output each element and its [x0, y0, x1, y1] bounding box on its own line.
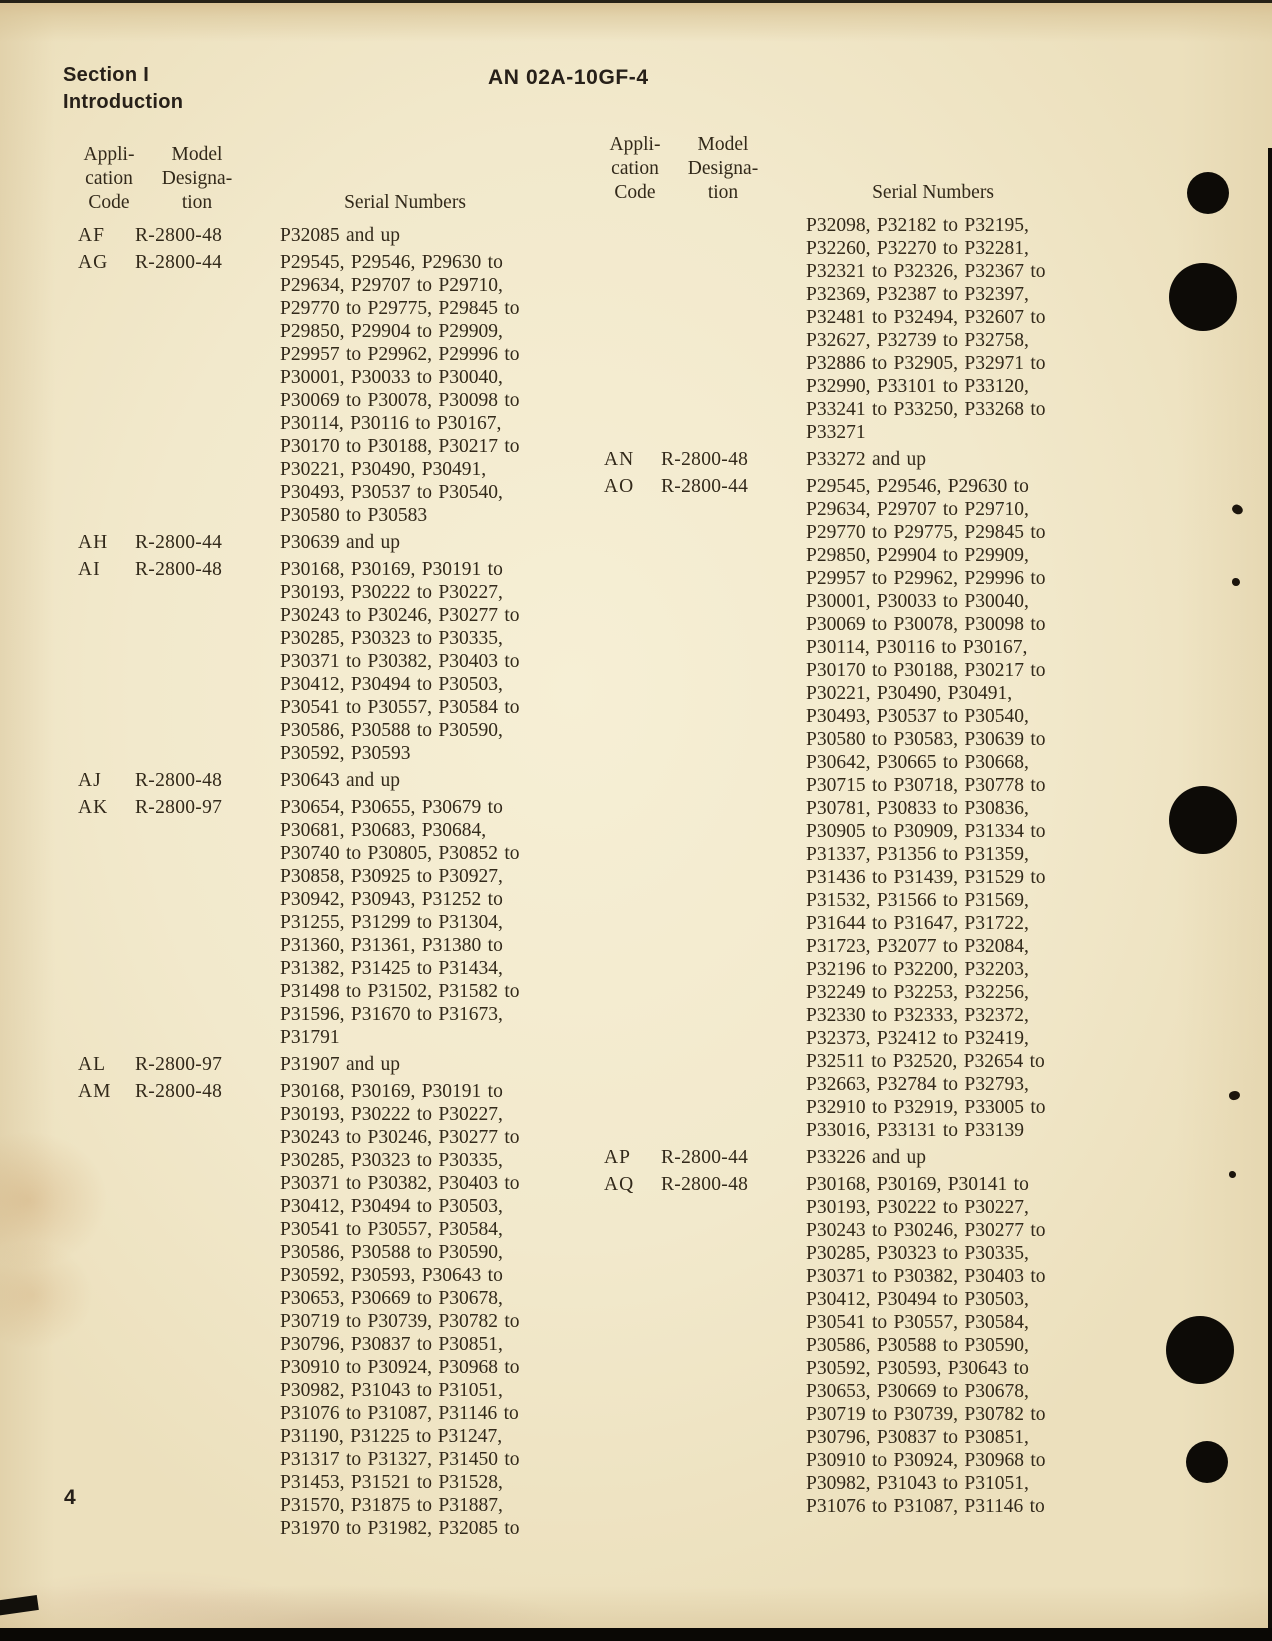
- hole-punch-dot: [1186, 1441, 1228, 1483]
- application-code: AO: [604, 476, 635, 497]
- serial-numbers: [280, 531, 560, 554]
- serial-numbers-line: P32196 to P32200, P32203,: [806, 959, 1029, 980]
- serial-numbers-line: P31791: [280, 1027, 340, 1048]
- serial-numbers-line: P30586, P30588 to P30590,: [806, 1335, 1029, 1356]
- model-designation: R-2800-44: [661, 476, 749, 497]
- serial-numbers-line: P29545, P29546, P29630 to: [280, 252, 503, 273]
- serial-numbers-line: P30858, P30925 to P30927,: [280, 866, 503, 887]
- model-designation: R-2800-48: [135, 770, 223, 791]
- ink-speck: [1228, 1090, 1241, 1102]
- serial-numbers-line: P29850, P29904 to P29909,: [280, 321, 503, 342]
- serial-numbers-line: P30586, P30588 to P30590,: [280, 1242, 503, 1263]
- hole-punch-dot: [1169, 786, 1237, 854]
- serial-numbers-line: P31907 and up: [280, 1054, 400, 1075]
- serial-numbers-line: P30796, P30837 to P30851,: [806, 1427, 1029, 1448]
- serial-numbers-line: P32627, P32739 to P32758,: [806, 330, 1029, 351]
- header-serial-numbers: Serial Numbers: [344, 192, 466, 213]
- serial-numbers-line: P30493, P30537 to P30540,: [806, 706, 1029, 727]
- serial-numbers-line: P30285, P30323 to P30335,: [806, 1243, 1029, 1264]
- serial-numbers: [806, 214, 1090, 444]
- serial-numbers-line: P30541 to P30557, P30584,: [806, 1312, 1029, 1333]
- serial-numbers-line: P31076 to P31087, P31146 to: [806, 1496, 1045, 1517]
- section-heading: [63, 62, 183, 116]
- serial-numbers-line: P31190, P31225 to P31247,: [280, 1426, 503, 1447]
- serial-numbers-line: P31532, P31566 to P31569,: [806, 890, 1029, 911]
- table-header: [78, 143, 560, 215]
- serial-numbers-line: P30412, P30494 to P30503,: [280, 1196, 503, 1217]
- serial-numbers-line: P30982, P31043 to P31051,: [280, 1380, 503, 1401]
- table-right: [604, 133, 1090, 1518]
- model-designation: R-2800-97: [135, 797, 223, 818]
- serial-numbers-line: P30221, P30490, P30491,: [806, 683, 1013, 704]
- serial-numbers-line: P30114, P30116 to P30167,: [280, 413, 502, 434]
- serial-numbers: [280, 796, 560, 1049]
- serial-numbers-line: P30168, P30169, P30141 to: [806, 1174, 1029, 1195]
- table-header: [604, 133, 1090, 205]
- serial-numbers-line: P30541 to P30557, P30584 to: [280, 697, 520, 718]
- application-code: [604, 214, 661, 444]
- table-row: [78, 769, 560, 792]
- serial-numbers: [280, 769, 560, 792]
- table-row: [78, 1080, 560, 1540]
- serial-numbers-line: P32910 to P32919, P33005 to: [806, 1097, 1046, 1118]
- serial-numbers-line: P30170 to P30188, P30217 to: [806, 660, 1046, 681]
- table-body-right: [604, 214, 1090, 1518]
- serial-numbers-line: P33226 and up: [806, 1147, 926, 1168]
- serial-numbers-line: P30193, P30222 to P30227,: [280, 1104, 503, 1125]
- application-code: AG: [78, 252, 109, 273]
- model-designation: R-2800-48: [135, 559, 223, 580]
- serial-numbers-line: P30170 to P30188, P30217 to: [280, 436, 520, 457]
- serial-numbers-line: P30168, P30169, P30191 to: [280, 1081, 503, 1102]
- ink-speck: [1232, 578, 1240, 586]
- serial-numbers-line: P30642, P30665 to P30668,: [806, 752, 1029, 773]
- serial-numbers-line: P30493, P30537 to P30540,: [280, 482, 503, 503]
- model-designation: R-2800-44: [661, 1147, 749, 1168]
- hole-punch-dot: [1187, 172, 1229, 214]
- serial-numbers-line: P30412, P30494 to P30503,: [806, 1289, 1029, 1310]
- serial-numbers-line: P30592, P30593: [280, 743, 411, 764]
- serial-numbers-line: P31436 to P31439, P31529 to: [806, 867, 1046, 888]
- hole-punch-dot: [1169, 263, 1237, 331]
- application-code: AF: [78, 225, 105, 246]
- model-designation: R-2800-44: [135, 252, 223, 273]
- serial-numbers-line: P29957 to P29962, P29996 to: [280, 344, 520, 365]
- header-serial-numbers: Serial Numbers: [872, 182, 994, 203]
- application-code: AH: [78, 532, 109, 553]
- serial-numbers-line: P30586, P30588 to P30590,: [280, 720, 503, 741]
- serial-numbers: [280, 1053, 560, 1076]
- doc-number: AN 02A-10GF-4: [488, 66, 649, 89]
- serial-numbers-line: P30639 and up: [280, 532, 400, 553]
- table-row: [604, 1173, 1090, 1518]
- serial-numbers: [280, 1080, 560, 1540]
- scan-corner-mark: [0, 1595, 39, 1616]
- serial-numbers-line: P32085 and up: [280, 225, 400, 246]
- table-row: [78, 251, 560, 527]
- serial-numbers-line: P30715 to P30718, P30778 to: [806, 775, 1046, 796]
- serial-numbers-line: P31596, P31670 to P31673,: [280, 1004, 503, 1025]
- serial-numbers-line: P30719 to P30739, P30782 to: [806, 1404, 1046, 1425]
- serial-numbers-line: P30905 to P30909, P31334 to: [806, 821, 1046, 842]
- application-code: AQ: [604, 1174, 635, 1195]
- application-code: AL: [78, 1054, 106, 1075]
- serial-numbers-line: P31970 to P31982, P32085 to: [280, 1518, 520, 1539]
- scan-edge-top: [0, 0, 1272, 3]
- serial-numbers-line: P30114, P30116 to P30167,: [806, 637, 1028, 658]
- scan-edge-bottom: [0, 1628, 1272, 1641]
- serial-numbers-line: P31255, P31299 to P31304,: [280, 912, 503, 933]
- serial-numbers-line: P32663, P32784 to P32793,: [806, 1074, 1029, 1095]
- hole-punch-dot: [1166, 1316, 1234, 1384]
- table-row: [78, 531, 560, 554]
- serial-numbers-line: P30541 to P30557, P30584,: [280, 1219, 503, 1240]
- section-heading-line1: Section I: [63, 64, 150, 86]
- serial-numbers-line: P30653, P30669 to P30678,: [280, 1288, 503, 1309]
- serial-numbers-line: P30193, P30222 to P30227,: [280, 582, 503, 603]
- table-body-left: [78, 224, 560, 1540]
- serial-numbers-line: P30371 to P30382, P30403 to: [806, 1266, 1046, 1287]
- serial-numbers-line: P33271: [806, 422, 866, 443]
- model-designation: R-2800-44: [135, 532, 223, 553]
- application-code: AN: [604, 449, 635, 470]
- serial-numbers-line: P31337, P31356 to P31359,: [806, 844, 1029, 865]
- serial-numbers-line: P32330 to P32333, P32372,: [806, 1005, 1029, 1026]
- page-number: 4: [64, 1486, 76, 1509]
- serial-numbers-line: P30910 to P30924, P30968 to: [280, 1357, 520, 1378]
- serial-numbers-line: P30001, P30033 to P30040,: [280, 367, 503, 388]
- model-designation: R-2800-48: [661, 1174, 749, 1195]
- application-code: AM: [78, 1081, 112, 1102]
- serial-numbers-line: P30580 to P30583: [280, 505, 428, 526]
- serial-numbers-line: P31382, P31425 to P31434,: [280, 958, 503, 979]
- serial-numbers-line: P30069 to P30078, P30098 to: [280, 390, 520, 411]
- application-code: AJ: [78, 770, 102, 791]
- table-row: [604, 1146, 1090, 1169]
- serial-numbers-line: P29850, P29904 to P29909,: [806, 545, 1029, 566]
- serial-numbers-line: P29770 to P29775, P29845 to: [806, 522, 1046, 543]
- serial-numbers-line: P30193, P30222 to P30227,: [806, 1197, 1029, 1218]
- serial-numbers-line: P31076 to P31087, P31146 to: [280, 1403, 519, 1424]
- serial-numbers-line: P30740 to P30805, P30852 to: [280, 843, 520, 864]
- serial-numbers: [806, 1146, 1090, 1169]
- serial-numbers-line: P30069 to P30078, P30098 to: [806, 614, 1046, 635]
- table-row: [78, 796, 560, 1049]
- section-heading-line2: Introduction: [63, 91, 184, 113]
- model-designation: R-2800-48: [135, 225, 223, 246]
- serial-numbers-line: P30243 to P30246, P30277 to: [280, 1127, 520, 1148]
- serial-numbers-line: P30796, P30837 to P30851,: [280, 1334, 503, 1355]
- serial-numbers: [806, 475, 1090, 1142]
- serial-numbers-line: P32321 to P32326, P32367 to: [806, 261, 1046, 282]
- serial-numbers-line: P32886 to P32905, P32971 to: [806, 353, 1046, 374]
- serial-numbers-line: P30168, P30169, P30191 to: [280, 559, 503, 580]
- serial-numbers-line: P30592, P30593, P30643 to: [280, 1265, 503, 1286]
- serial-numbers-line: P30942, P30943, P31252 to: [280, 889, 503, 910]
- table-row: [78, 1053, 560, 1076]
- serial-numbers-line: P32990, P33101 to P33120,: [806, 376, 1029, 397]
- serial-numbers-line: P31453, P31521 to P31528,: [280, 1472, 503, 1493]
- serial-numbers-line: P30371 to P30382, P30403 to: [280, 1173, 520, 1194]
- serial-numbers-line: P30243 to P30246, P30277 to: [280, 605, 520, 626]
- model-designation: R-2800-97: [135, 1054, 223, 1075]
- serial-numbers-line: P32249 to P32253, P32256,: [806, 982, 1029, 1003]
- serial-numbers-line: P30592, P30593, P30643 to: [806, 1358, 1029, 1379]
- serial-numbers-line: P29770 to P29775, P29845 to: [280, 298, 520, 319]
- serial-numbers: [280, 251, 560, 527]
- serial-numbers-line: P31317 to P31327, P31450 to: [280, 1449, 520, 1470]
- serial-numbers-line: P32481 to P32494, P32607 to: [806, 307, 1046, 328]
- serial-numbers-line: P30654, P30655, P30679 to: [280, 797, 503, 818]
- serial-numbers-line: P30243 to P30246, P30277 to: [806, 1220, 1046, 1241]
- serial-numbers-line: P30681, P30683, P30684,: [280, 820, 487, 841]
- serial-numbers-line: P30781, P30833 to P30836,: [806, 798, 1029, 819]
- header-model-designation: Model Designa- tion: [161, 144, 233, 213]
- serial-numbers-line: P30001, P30033 to P30040,: [806, 591, 1029, 612]
- serial-numbers-line: P29634, P29707 to P29710,: [280, 275, 503, 296]
- model-designation: [661, 214, 806, 444]
- table-row: [604, 214, 1090, 444]
- serial-numbers-line: P31360, P31361, P31380 to: [280, 935, 503, 956]
- serial-numbers-line: P32369, P32387 to P32397,: [806, 284, 1029, 305]
- serial-numbers-line: P31723, P32077 to P32084,: [806, 936, 1029, 957]
- application-code: AP: [604, 1147, 631, 1168]
- serial-numbers-line: P31644 to P31647, P31722,: [806, 913, 1029, 934]
- serial-numbers-line: P30643 and up: [280, 770, 400, 791]
- serial-numbers-line: P32098, P32182 to P32195,: [806, 215, 1029, 236]
- serial-numbers-line: P30653, P30669 to P30678,: [806, 1381, 1029, 1402]
- serial-numbers-line: P32373, P32412 to P32419,: [806, 1028, 1029, 1049]
- serial-numbers-line: P29545, P29546, P29630 to: [806, 476, 1029, 497]
- serial-numbers: [280, 558, 560, 765]
- serial-numbers-line: P30982, P31043 to P31051,: [806, 1473, 1029, 1494]
- application-code: AI: [78, 559, 101, 580]
- serial-numbers-line: P30221, P30490, P30491,: [280, 459, 487, 480]
- serial-numbers-line: P33272 and up: [806, 449, 926, 470]
- table-row: [604, 475, 1090, 1142]
- table-row: [78, 558, 560, 765]
- scan-edge-right: [1268, 148, 1272, 1641]
- table-row: [78, 224, 560, 247]
- header-model-designation: Model Designa- tion: [687, 134, 759, 203]
- serial-numbers-line: P30580 to P30583, P30639 to: [806, 729, 1046, 750]
- serial-numbers-line: P30719 to P30739, P30782 to: [280, 1311, 520, 1332]
- ink-speck: [1229, 1171, 1236, 1178]
- model-designation: R-2800-48: [135, 1081, 223, 1102]
- serial-numbers-line: P30910 to P30924, P30968 to: [806, 1450, 1046, 1471]
- serial-numbers: [806, 1173, 1090, 1518]
- model-designation: R-2800-48: [661, 449, 749, 470]
- serial-numbers-line: P29957 to P29962, P29996 to: [806, 568, 1046, 589]
- serial-numbers-line: P30412, P30494 to P30503,: [280, 674, 503, 695]
- serial-numbers-line: P30285, P30323 to P30335,: [280, 628, 503, 649]
- serial-numbers-line: P33016, P33131 to P33139: [806, 1120, 1024, 1141]
- serial-numbers-line: P33241 to P33250, P33268 to: [806, 399, 1046, 420]
- serial-numbers-line: P29634, P29707 to P29710,: [806, 499, 1029, 520]
- serial-numbers-line: P30371 to P30382, P30403 to: [280, 651, 520, 672]
- application-code: AK: [78, 797, 109, 818]
- header-application-code: Appli- cation Code: [609, 134, 661, 203]
- serial-numbers: [806, 448, 1090, 471]
- serial-numbers: [280, 224, 560, 247]
- serial-numbers-line: P32260, P32270 to P32281,: [806, 238, 1029, 259]
- table-row: [604, 448, 1090, 471]
- serial-numbers-line: P31498 to P31502, P31582 to: [280, 981, 520, 1002]
- ink-speck: [1231, 503, 1245, 516]
- header-application-code: Appli- cation Code: [83, 144, 135, 213]
- serial-numbers-line: P30285, P30323 to P30335,: [280, 1150, 503, 1171]
- table-left: [78, 143, 560, 1540]
- serial-numbers-line: P31570, P31875 to P31887,: [280, 1495, 503, 1516]
- serial-numbers-line: P32511 to P32520, P32654 to: [806, 1051, 1045, 1072]
